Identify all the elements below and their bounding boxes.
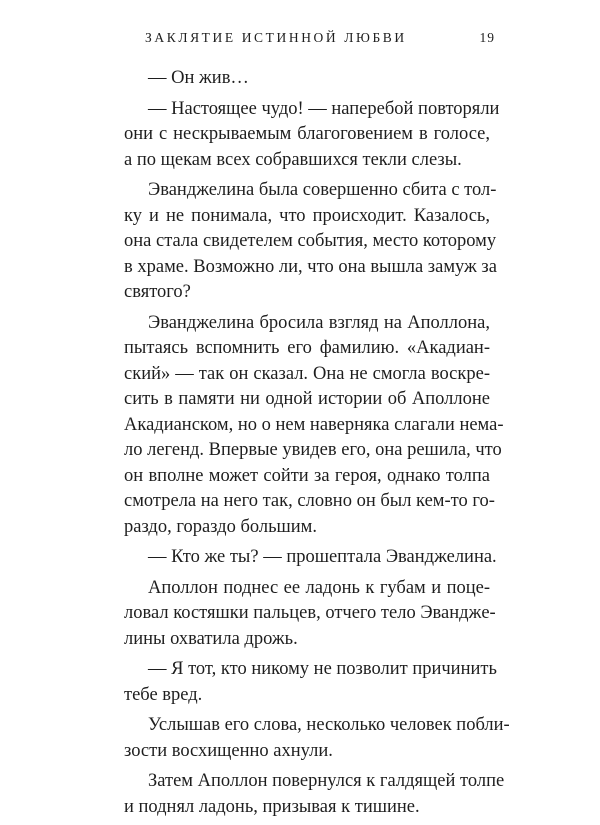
text-line: и поднял ладонь, призывая к тишине.	[124, 796, 420, 817]
text-line: Эванджелина была совершенно сбита с тол-	[148, 180, 497, 200]
text-line: ло легенд. Впервые увидев его, она решила, что	[124, 440, 502, 460]
running-head	[145, 30, 495, 52]
text-line: а по щекам всех собравшихся текли слезы.	[124, 149, 462, 170]
text-line: Услышав его слова, несколько человек побли-	[148, 715, 510, 735]
paragraph	[124, 97, 500, 174]
paragraph	[124, 178, 497, 306]
text-line: — Кто же ты? — прошептала Эванджелина.	[148, 547, 497, 567]
text-line: Акадианском, но о нем наверняка слагали нема-	[124, 414, 504, 435]
text-line: лины охватила дрожь.	[124, 628, 298, 649]
text-line: ку и не понимала, что происходит. Казалось,	[124, 205, 490, 226]
text-line: она стала свидетелем события, место которому	[124, 231, 497, 251]
text-line: он вполне может сойти за героя, однако толпа	[124, 465, 490, 486]
paragraph	[124, 545, 497, 571]
text-line: — Я тот, кто никому не позволит причинить	[148, 659, 497, 679]
text-line: они с нескрываемым благоговением в голосе,	[124, 124, 490, 144]
text-line: тебе вред.	[124, 684, 203, 705]
text-line: в храме. Возможно ли, что она вышла замуж за	[124, 256, 497, 277]
running-title: ЗАКЛЯТИЕ ИСТИННОЙ ЛЮБВИ	[145, 30, 407, 45]
text-line: пытаясь вспомнить его фамилию. «Акадиан-	[124, 338, 490, 358]
text-line: зости восхищенно ахнули.	[124, 740, 333, 761]
paragraph	[124, 311, 504, 541]
text-line: ский» — так он сказал. Она не смогла воскре-	[124, 363, 490, 384]
paragraph	[124, 769, 505, 820]
text-line: Затем Аполлон повернулся к галдящей толпе	[148, 771, 505, 791]
body-text	[124, 66, 510, 825]
paragraph	[124, 576, 496, 653]
paragraph	[124, 66, 490, 92]
paragraph	[124, 713, 510, 764]
text-line: смотрела на него так, словно он был кем-то го-	[124, 491, 495, 511]
text-line: ловал костяшки пальцев, отчего тело Эванджe-	[124, 603, 496, 623]
paragraph	[124, 657, 497, 708]
text-line: Эванджелина бросила взгляд на Аполлона,	[148, 312, 490, 333]
text-line: сить в памяти ни одной истории об Аполлоне	[124, 389, 490, 409]
text-line: раздо, гораздо большим.	[124, 516, 318, 537]
text-line: Аполлон поднес ее ладонь к губам и поце-	[148, 577, 490, 598]
text-line: — Настоящее чудо! — наперебой повторяли	[148, 98, 500, 119]
text-line: святого?	[124, 282, 191, 302]
text-line: — Он жив…	[148, 68, 249, 88]
page-number: 19	[479, 30, 495, 45]
